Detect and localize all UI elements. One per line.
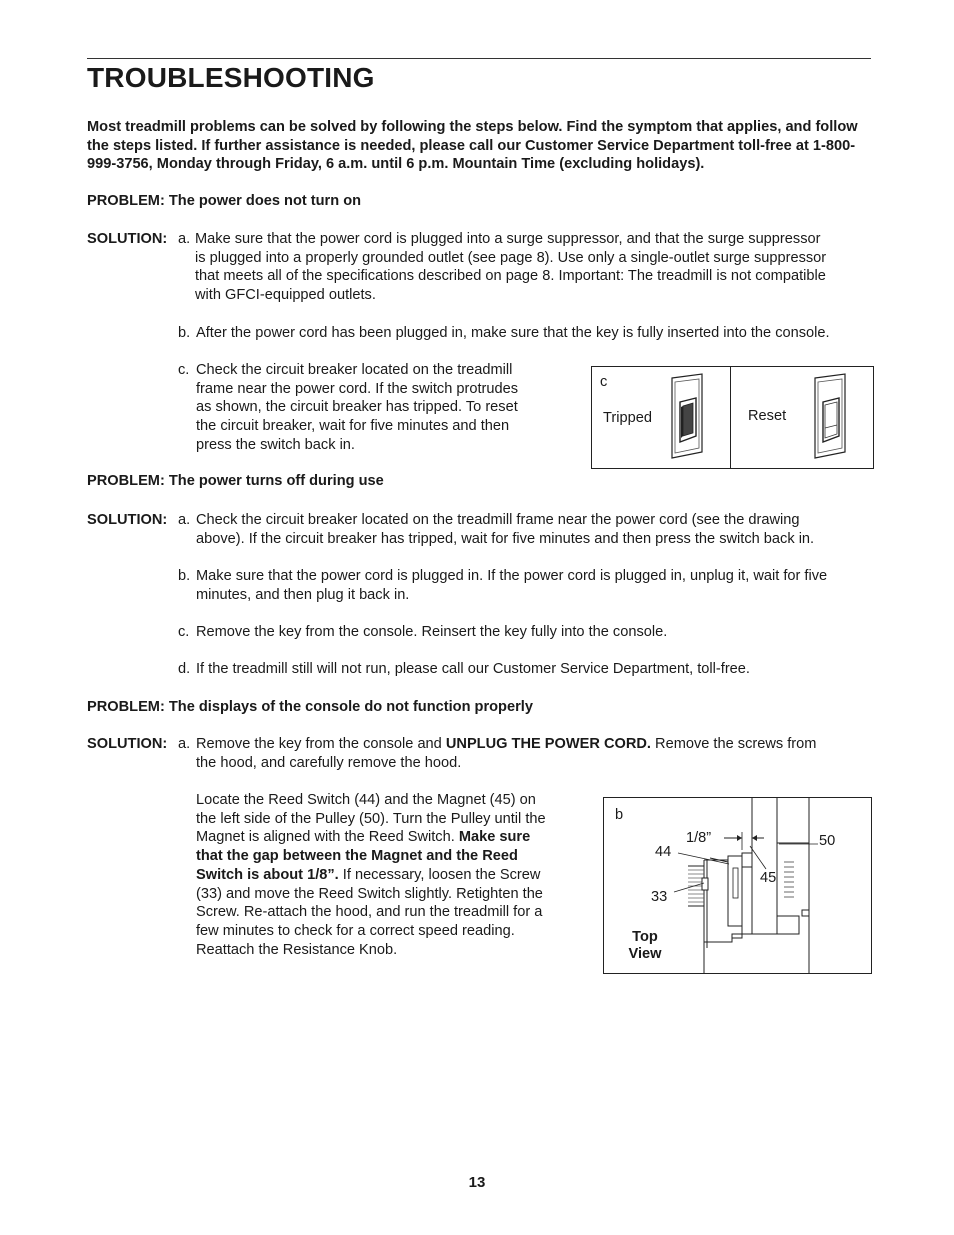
text-line: Screw. Re-attach the hood, and run the treadmill for a <box>196 904 543 921</box>
problem-2-heading: PROBLEM: The power turns off during use <box>87 473 384 489</box>
item-letter: d. <box>178 661 191 677</box>
problem-1-solution-label: SOLUTION: <box>87 231 168 247</box>
item-letter: b. <box>178 568 191 584</box>
text-line: Check the circuit breaker located on the treadmill <box>196 362 513 378</box>
item-letter: b. <box>178 325 191 341</box>
problem-2-solution-d <box>178 660 878 680</box>
view-label-bottom: View <box>628 946 662 962</box>
text-line: the circuit breaker, wait for five minutes and then <box>196 418 510 435</box>
text-segment: If necessary, loosen the Screw <box>338 866 541 883</box>
circuit-breaker-figure <box>591 366 874 469</box>
text-line: above). If the circuit breaker has tripped, wait for five minutes and then press the switch back in. <box>196 530 815 547</box>
reed-switch-label: 44 <box>655 844 672 860</box>
text-line: Make sure that the power cord is plugged into a surge suppressor, and that the surge suppressor <box>195 231 821 247</box>
text-segment: Make sure <box>458 829 531 846</box>
text-line: press the switch back in. <box>196 436 355 453</box>
intro-paragraph: Most treadmill problems can be solved by following the steps below. Find the symptom that applies, and follow the steps listed. If further assistance is needed, please call our Customer Service Department toll-free at 1-800-999-3756, Monday through Friday, 6 a.m. until 6 p.m. Mountain Time (excluding holidays). <box>87 119 858 173</box>
gap-label: 1/8” <box>686 830 712 846</box>
text-line: minutes, and then plug it back in. <box>196 586 410 603</box>
reed-switch-figure <box>603 797 872 974</box>
problem-2-solution-label: SOLUTION: <box>87 512 168 528</box>
problem-2-solution-c <box>178 623 878 643</box>
text-line: Make sure that the power cord is plugged in. If the power cord is plugged in, unplug it, wait for five <box>196 568 828 584</box>
view-label-top: Top <box>632 929 658 945</box>
item-letter: a. <box>178 512 191 528</box>
page-number: 13 <box>468 1174 486 1191</box>
reed-switch-instructions <box>196 791 586 959</box>
pulley-label: 50 <box>819 833 836 849</box>
text-line: few minutes to check for a correct speed reading. <box>196 922 515 939</box>
text-line: (33) and move the Reed Switch slightly. Retighten the <box>196 885 543 902</box>
reset-label: Reset <box>748 408 787 424</box>
text-line: as shown, the circuit breaker has tripped. To reset <box>196 399 518 416</box>
figure-letter: b <box>615 807 624 823</box>
problem-3-solution-a <box>178 735 878 775</box>
text-segment: Switch is about 1/8”. <box>196 866 339 883</box>
text-line: that meets all of the specifications described on page 8. Important: The treadmill is not compatible <box>195 268 826 285</box>
figure-letter: c <box>600 374 608 390</box>
tripped-switch-icon <box>668 372 708 462</box>
text-line: the left side of the Pulley (50). Turn the Pulley until the <box>196 810 546 827</box>
text-line: the hood, and carefully remove the hood. <box>196 754 462 771</box>
item-letter: c. <box>178 624 190 640</box>
text-line: frame near the power cord. If the switch protrudes <box>196 380 519 397</box>
problem-2-solution-b <box>178 567 878 607</box>
header-rule <box>87 58 871 59</box>
text-segment: Remove the key from the console and <box>196 736 446 752</box>
text-line: If the treadmill still will not run, please call our Customer Service Department, toll-free. <box>196 661 750 677</box>
text-line: Locate the Reed Switch (44) and the Magnet (45) on <box>196 792 536 808</box>
figure-divider <box>730 367 731 468</box>
text-line: Check the circuit breaker located on the treadmill frame near the power cord (see the drawing <box>196 512 800 528</box>
problem-2-solution-a <box>178 511 878 551</box>
text-line: Remove the key from the console. Reinsert the key fully into the console. <box>196 624 668 640</box>
tripped-label: Tripped <box>603 410 652 426</box>
problem-3-solution-label: SOLUTION: <box>87 736 168 752</box>
text-line <box>196 828 586 847</box>
problem-1-solution-b <box>178 324 878 344</box>
screw-label: 33 <box>651 889 668 905</box>
problem-1-solution-a <box>178 230 878 310</box>
text-line: Reattach the Resistance Knob. <box>196 941 398 958</box>
problem-1-solution-c <box>178 361 578 457</box>
problem-1-heading: PROBLEM: The power does not turn on <box>87 193 362 209</box>
text-segment: Remove the screws from <box>650 736 817 752</box>
text-line: is plugged into a properly grounded outlet (see page 8). Use only a single-outlet surge suppressor <box>195 249 827 266</box>
reset-switch-icon <box>811 372 851 462</box>
text-line <box>196 866 586 885</box>
page-title: TROUBLESHOOTING <box>87 62 375 93</box>
item-letter: a. <box>178 231 191 247</box>
text-line: that the gap between the Magnet and the Reed <box>196 848 518 865</box>
text-line <box>196 735 816 754</box>
item-letter: a. <box>178 736 191 752</box>
text-line: After the power cord has been plugged in, make sure that the key is fully inserted into the console. <box>196 325 830 341</box>
item-letter: c. <box>178 362 190 378</box>
problem-3-heading: PROBLEM: The displays of the console do not function properly <box>87 699 533 715</box>
magnet-label: 45 <box>760 870 777 886</box>
text-line: with GFCI-equipped outlets. <box>195 287 376 304</box>
unplug-warning: UNPLUG THE POWER CORD. <box>445 736 651 752</box>
text-segment: Magnet is aligned with the Reed Switch. <box>196 829 459 846</box>
